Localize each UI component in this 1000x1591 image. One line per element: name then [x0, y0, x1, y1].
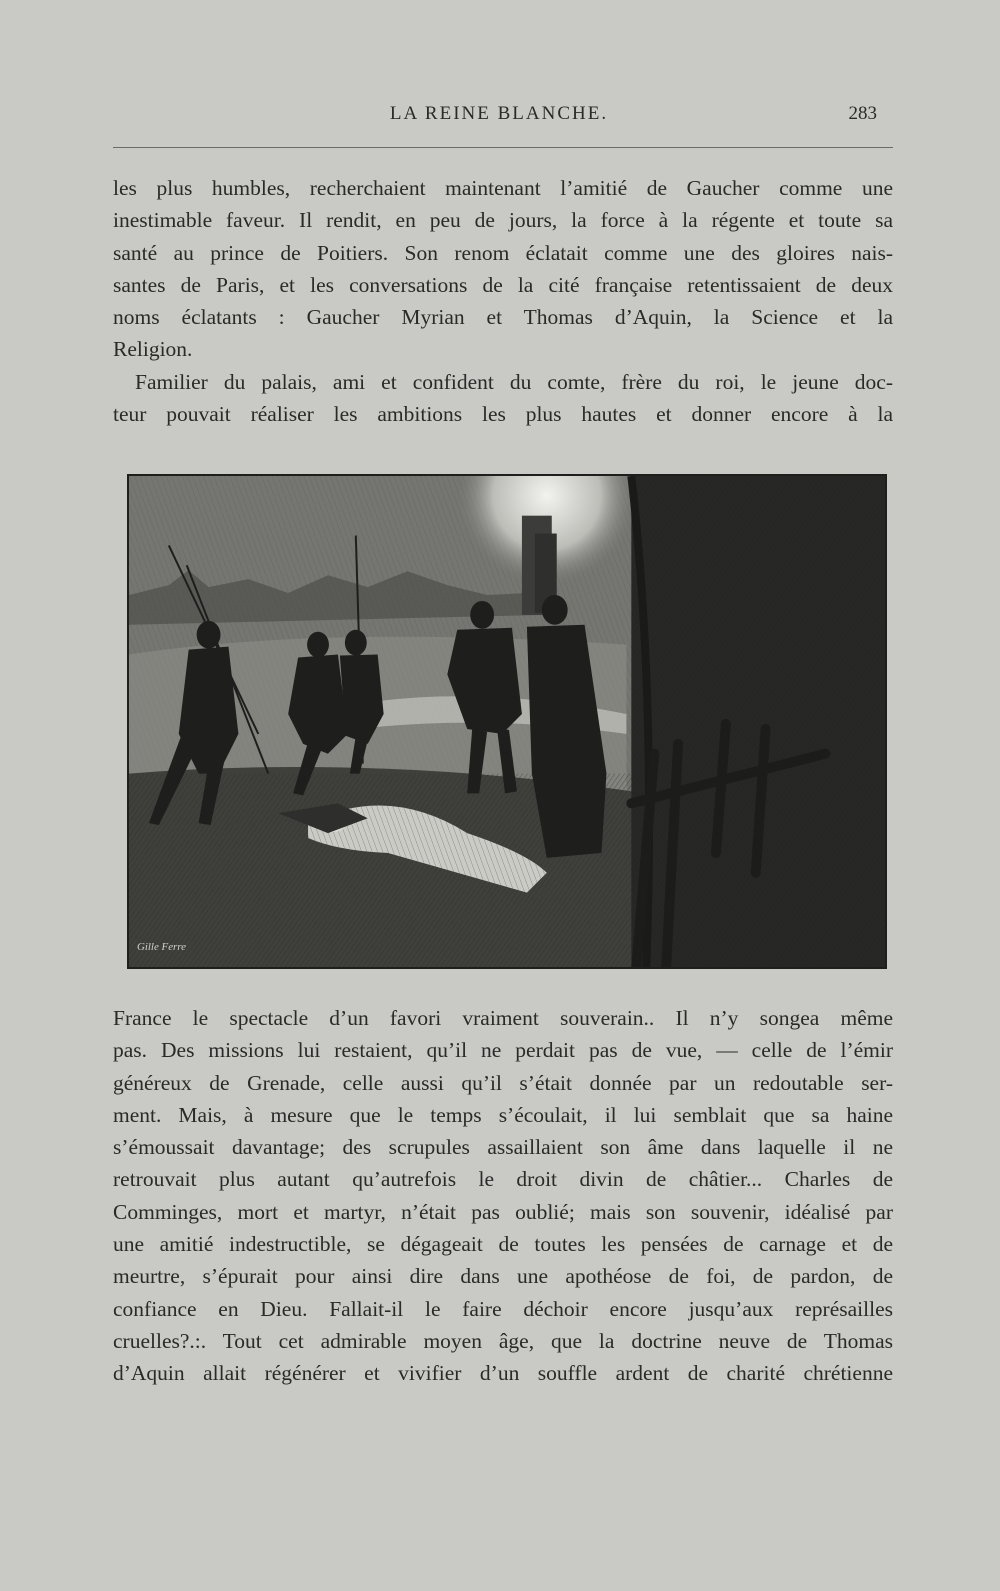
engraving-image: [129, 476, 885, 967]
text-line: santé au prince de Poitiers. Son renom éclatait comme une des gloires nais-: [113, 240, 893, 265]
text-line: s’émoussait davantage; des scrupules assaillaient son âme dans laquelle il ne: [113, 1135, 893, 1160]
page-number: 283: [848, 103, 877, 124]
text-line: confiance en Dieu. Fallait-il le faire déchoir encore jusqu’aux représailles: [113, 1296, 893, 1321]
text-line: teur pouvait réaliser les ambitions les plus hautes et donner encore à la: [113, 402, 893, 427]
paragraph-bottom: [113, 1002, 893, 1390]
text-line: retrouvait plus autant qu’autrefois le droit divin de châtier... Charles de: [113, 1167, 893, 1192]
text-line: ment. Mais, à mesure que le temps s’écoulait, il lui semblait que sa haine: [113, 1102, 893, 1127]
text-line: d’Aquin allait régénérer et vivifier d’un souffle ardent de charité chrétienne: [113, 1361, 893, 1386]
text-line: cruelles?.:. Tout cet admirable moyen âge, que la doctrine neuve de Thomas: [113, 1328, 893, 1353]
text-line: France le spectacle d’un favori vraiment souverain.. Il n’y songea même: [113, 1006, 893, 1030]
text-line: meurtre, s’épurait pour ainsi dire dans une apothéose de foi, de pardon, de: [113, 1264, 893, 1289]
text-line: Religion.: [113, 337, 193, 362]
text-line: inestimable faveur. Il rendit, en peu de jours, la force à la régente et toute sa: [113, 208, 893, 233]
text-line: Familier du palais, ami et confident du comte, frère du roi, le jeune doc-: [135, 370, 893, 394]
text-line: noms éclatants : Gaucher Myrian et Thomas d’Aquin, la Science et la: [113, 305, 893, 330]
text-line: une amitié indestructible, se dégageait de toutes les pensées de carnage et de: [113, 1232, 893, 1257]
paragraph-top: [113, 172, 893, 366]
text-line: les plus humbles, recherchaient maintenant l’amitié de Gaucher comme une: [113, 176, 893, 200]
text-line: généreux de Grenade, celle aussi qu’il s’était donnée par un redoutable ser-: [113, 1070, 893, 1095]
running-title: LA REINE BLANCHE.: [389, 103, 609, 124]
header-rule: [113, 147, 893, 148]
running-header: [113, 101, 885, 131]
text-line: pas. Des missions lui restaient, qu’il ne perdait pas de vue, — celle de l’émir: [113, 1038, 893, 1063]
illustration: [127, 474, 887, 969]
text-line: Comminges, mort et martyr, n’était pas oublié; mais son souvenir, idéalisé par: [113, 1199, 893, 1224]
text-line: santes de Paris, et les conversations de la cité française retentissaient de deux: [113, 272, 893, 297]
paragraph-second: [113, 366, 893, 431]
artist-signature: Gille Ferre: [136, 941, 186, 954]
